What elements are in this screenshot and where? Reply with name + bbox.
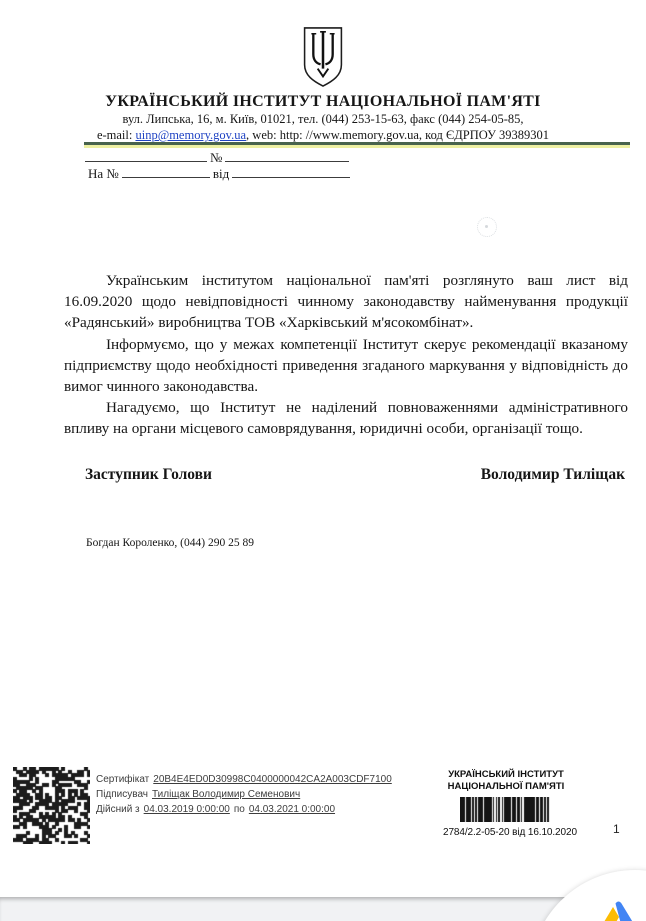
certificate-signer-line: [96, 787, 392, 802]
web-and-code-text: , web: http: //www.memory.gov.ua, код ЄДРПОУ 39389301: [246, 128, 550, 142]
signature-row: [85, 466, 625, 484]
letter-paragraph-3: Нагадуємо, що Інститут не наділений повноваженнями адміністративного впливу на органи місцевого самоврядування, юридичні особи, організації тощо.: [64, 399, 628, 438]
signer-label: Підписувач: [96, 789, 148, 800]
certificate-number-line: [96, 772, 392, 787]
letterhead: [0, 26, 646, 143]
executor-contact: Богдан Короленко, (044) 290 25 89: [86, 537, 254, 549]
reference-fields: [85, 150, 350, 182]
date-blank-line: [85, 150, 207, 162]
na-number-label: На №: [88, 166, 119, 181]
vid-label: від: [212, 166, 230, 181]
certificate-label: Сертифікат: [96, 774, 150, 785]
valid-to-date: 04.03.2021 0:00:00: [248, 804, 336, 815]
faint-stamp-artifact: [477, 217, 497, 237]
letter-paragraph-1: Українським інститутом національної пам'яті розглянуто ваш лист від 16.09.2020 щодо невідповідності чинному законодавству найменування продукції «Радянський» виробництва ТОВ «Харківський м'ясокомбінат».: [64, 272, 628, 332]
letter-body: [64, 270, 628, 440]
email-link[interactable]: uinp@memory.gov.ua: [135, 128, 247, 142]
valid-from-date: 04.03.2019 0:00:00: [143, 804, 230, 815]
signer-name: Тиліщак Володимир Семенович: [152, 789, 301, 800]
incoming-date-blank-line: [232, 166, 350, 178]
number-label: №: [210, 150, 223, 165]
institute-title: УКРАЇНСЬКИЙ ІНСТИТУТ НАЦІОНАЛЬНОЇ ПАМ'ЯТІ: [105, 93, 541, 110]
certificate-block: [96, 772, 392, 817]
page-number: 1: [613, 822, 620, 836]
address-line-1: вул. Липська, 16, м. Київ, 01021, тел. (044) 253-15-63, факс (044) 254-05-85,: [122, 112, 524, 126]
drive-logo-icon: [600, 898, 646, 921]
address-line-2: [0, 128, 646, 143]
outgoing-number-row: [85, 150, 350, 166]
certificate-validity-line: [96, 802, 392, 817]
validity-to-label: по: [233, 804, 245, 815]
certificate-number: 20B4E4ED0D30998C0400000042CA2A003CDF7100: [153, 774, 392, 785]
divider-yellow-bar: [84, 145, 630, 148]
incoming-number-row: [85, 166, 350, 182]
barcode: [460, 797, 552, 822]
letterhead-divider: [84, 142, 630, 148]
signature-position: Заступник Голови: [85, 466, 212, 483]
email-label: e-mail:: [96, 128, 133, 142]
incoming-number-blank-line: [122, 166, 210, 178]
letter-paragraph-2: Інформуємо, що у межах компетенції Інститут скерує рекомендації вказаному підприємству щодо необхідності приведення згаданого маркування у відповідність до вимог чинного законодавства.: [64, 335, 628, 396]
registration-number: 2784/2.2-05-20 від 16.10.2020: [443, 827, 577, 838]
validity-label: Дійсний з: [96, 804, 140, 815]
signature-name: Володимир Тиліщак: [480, 466, 625, 483]
stamp-org-line-2: НАЦІОНАЛЬНОЇ ПАМ'ЯТІ: [447, 781, 565, 792]
stamp-org-line-1: УКРАЇНСЬКИЙ ІНСТИТУТ: [448, 769, 564, 780]
registration-stamp: [443, 769, 577, 838]
number-blank-line: [225, 150, 349, 162]
qr-code: [13, 767, 90, 844]
trident-emblem-icon: [297, 26, 349, 88]
